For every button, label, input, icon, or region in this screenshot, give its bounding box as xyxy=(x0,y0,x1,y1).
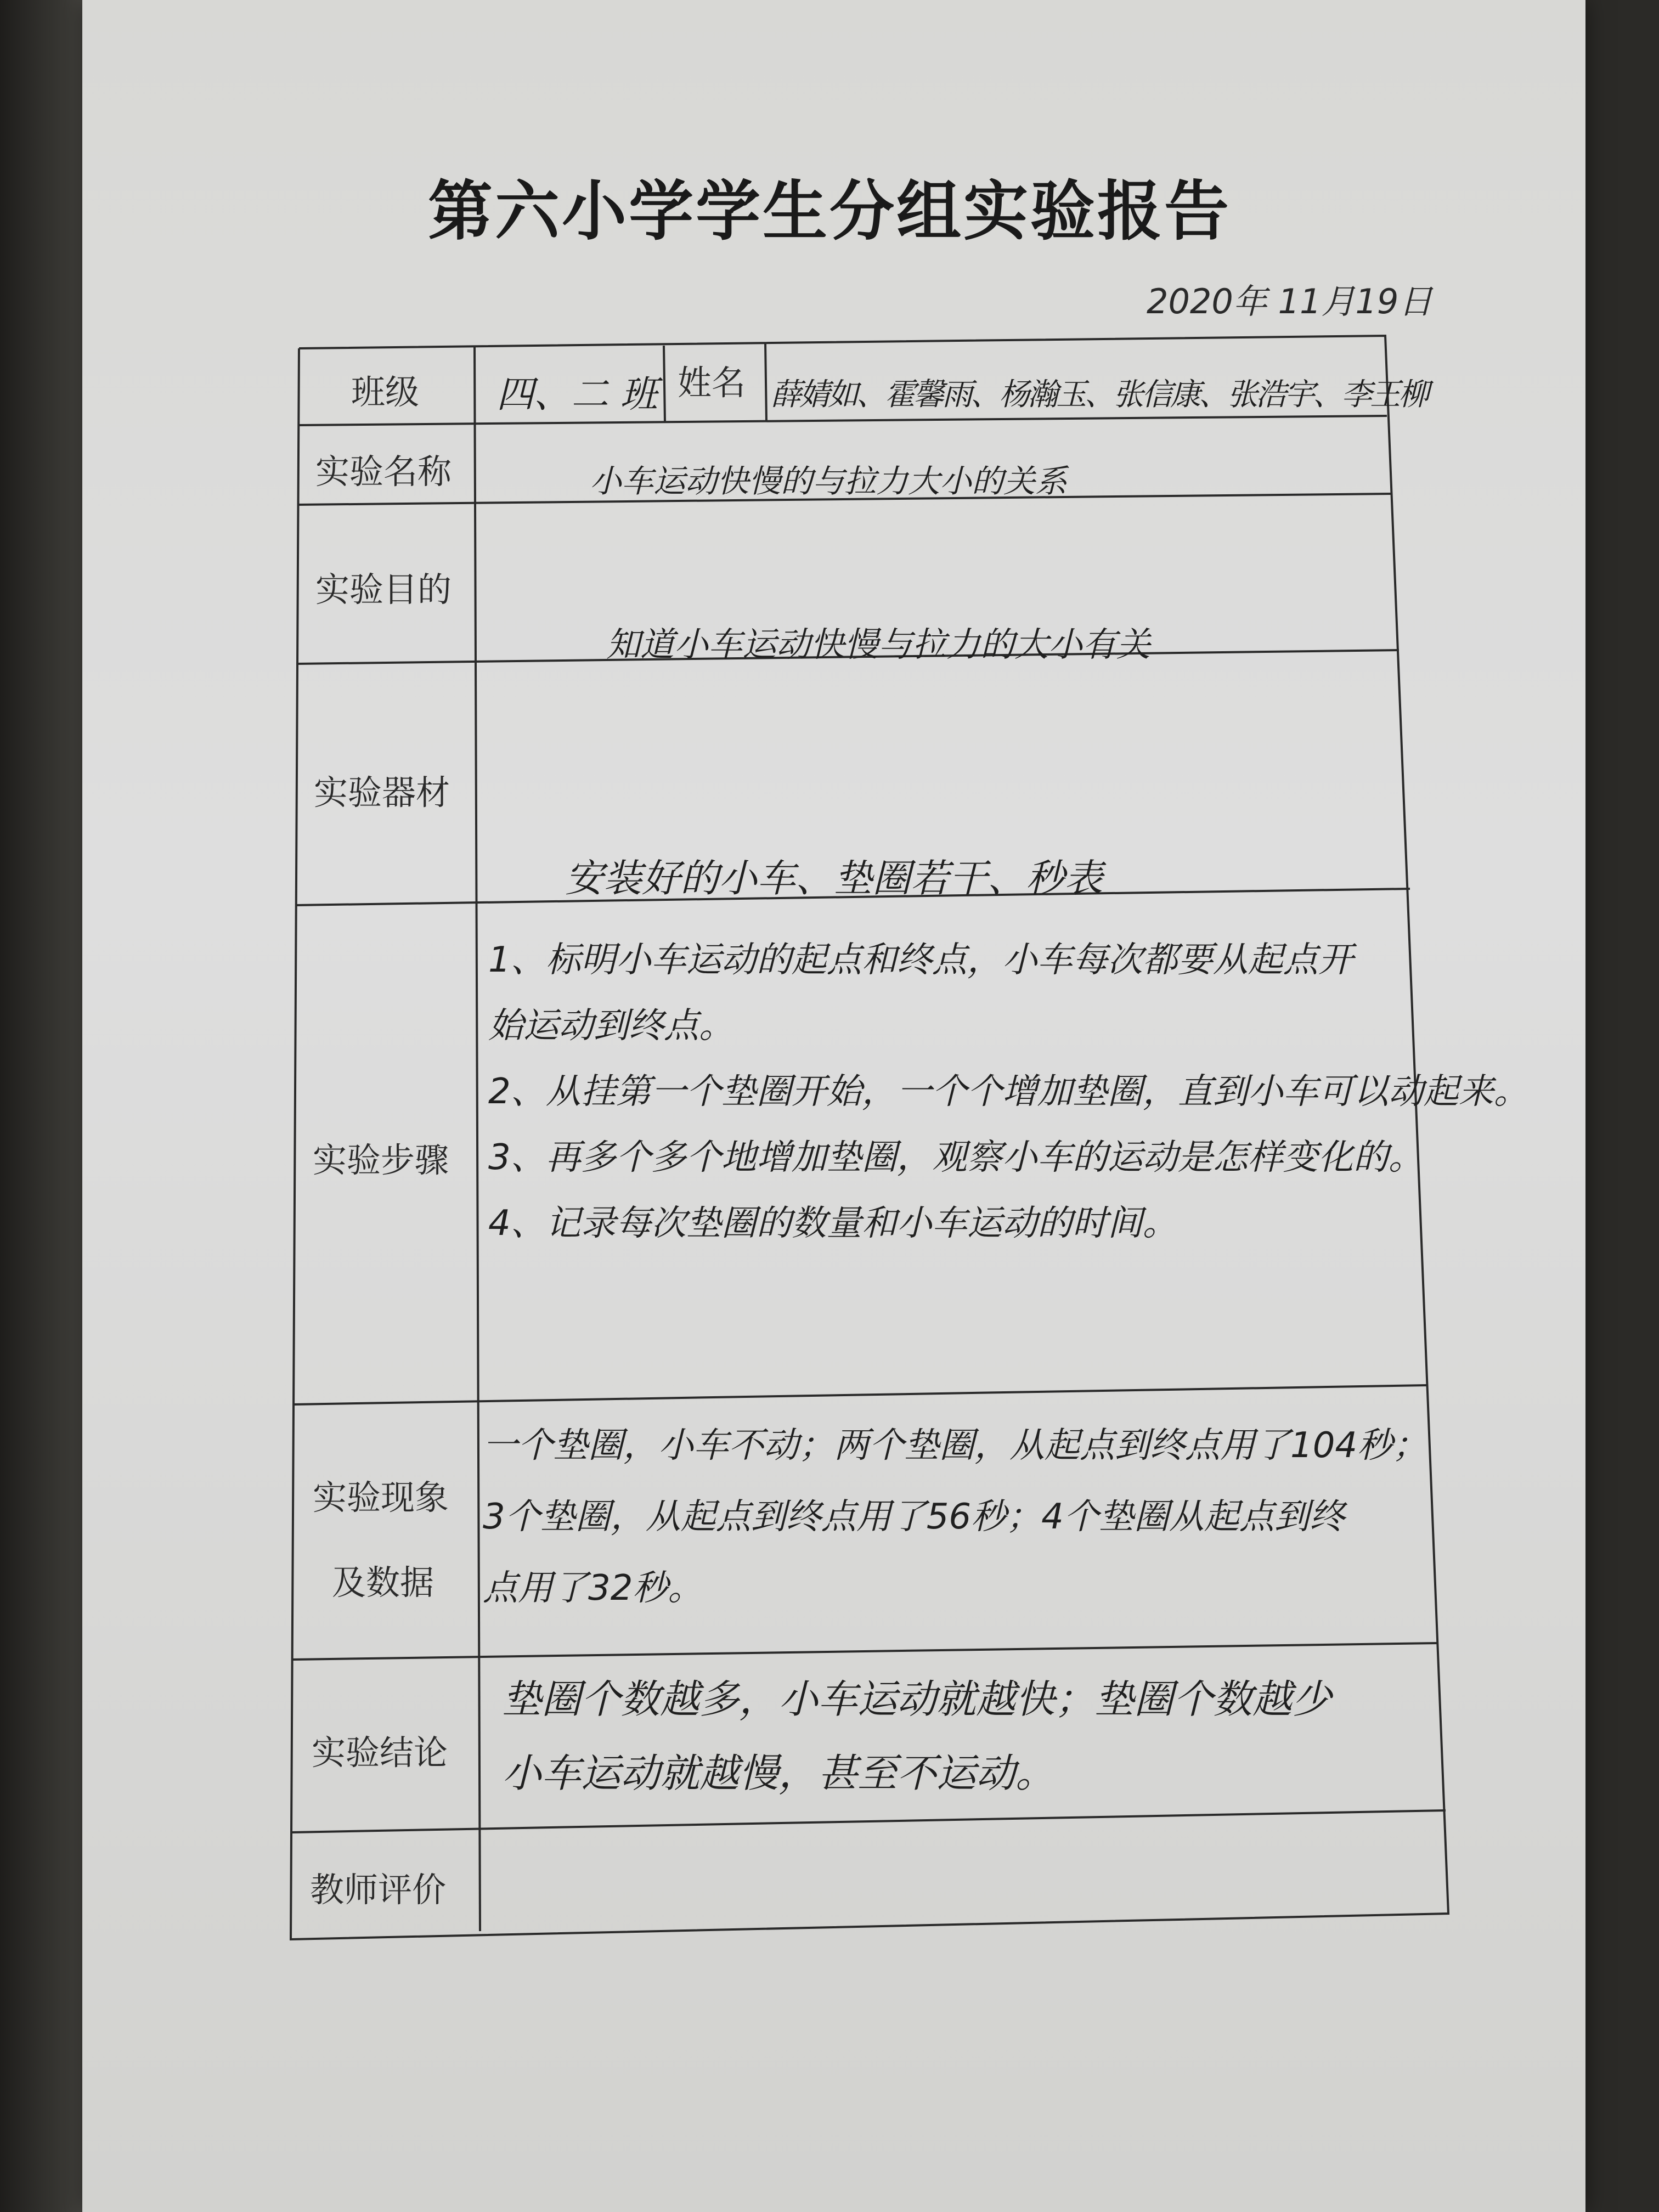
materials-value: 安装好的小车、垫圈若干、秒表 xyxy=(565,856,1103,901)
row-line xyxy=(292,1810,1446,1832)
experiment-name-label: 实验名称 xyxy=(315,452,452,492)
label-column-line xyxy=(475,346,480,1931)
experiment-name-value: 小车运动快慢的与拉力大小的关系 xyxy=(590,462,1068,500)
class-value: 四、二 班 xyxy=(496,373,658,416)
class-label: 班级 xyxy=(351,372,420,412)
purpose-value: 知道小车运动快慢与拉力的大小有关 xyxy=(606,624,1151,664)
steps-label: 实验步骤 xyxy=(313,1140,449,1180)
materials-label: 实验器材 xyxy=(314,772,450,812)
col-line xyxy=(664,346,665,422)
row-line xyxy=(299,416,1387,425)
conclusion-label: 实验结论 xyxy=(312,1733,448,1773)
name-label: 姓名 xyxy=(678,363,746,403)
phenomena-value: 一个垫圈，小车不动；两个垫圈，从起点到终点用了104秒； 3个垫圈，从起点到终点用了56秒；4个垫圈从起点到终 点用了32秒。 xyxy=(483,1425,1428,1609)
teacher-comment-label: 教师评价 xyxy=(310,1870,447,1910)
conclusion-value: 垫圈个数越多，小车运动就越快；垫圈个数越少 小车运动就越慢，甚至不运动。 xyxy=(502,1676,1332,1796)
names-value: 薛婧如、霍馨雨、杨瀚玉、张信康、张浩宇、李王柳 xyxy=(771,377,1427,413)
document-title: 第六小学学生分组实验报告 xyxy=(427,173,1231,249)
row-line xyxy=(294,1385,1426,1404)
steps-value: 1、标明小车运动的起点和终点，小车每次都要从起点开 始运动到终点。 2、从挂第一个垫圈开始，一个个增加垫圈，直到小车可以动起来。 3、再多个多个地增加垫圈，观察小车的运动是怎样变化的。 4、记录每次垫圈的数量和小车运动的时间。 xyxy=(488,940,1529,1244)
phenomena-label: 实验现象 xyxy=(313,1477,449,1517)
phenomena-label-line2: 及数据 xyxy=(332,1562,435,1602)
row-line xyxy=(292,1643,1437,1660)
col-line xyxy=(765,343,766,421)
report-date: 2020年 11月19日 xyxy=(1147,281,1433,321)
purpose-label: 实验目的 xyxy=(315,569,452,610)
